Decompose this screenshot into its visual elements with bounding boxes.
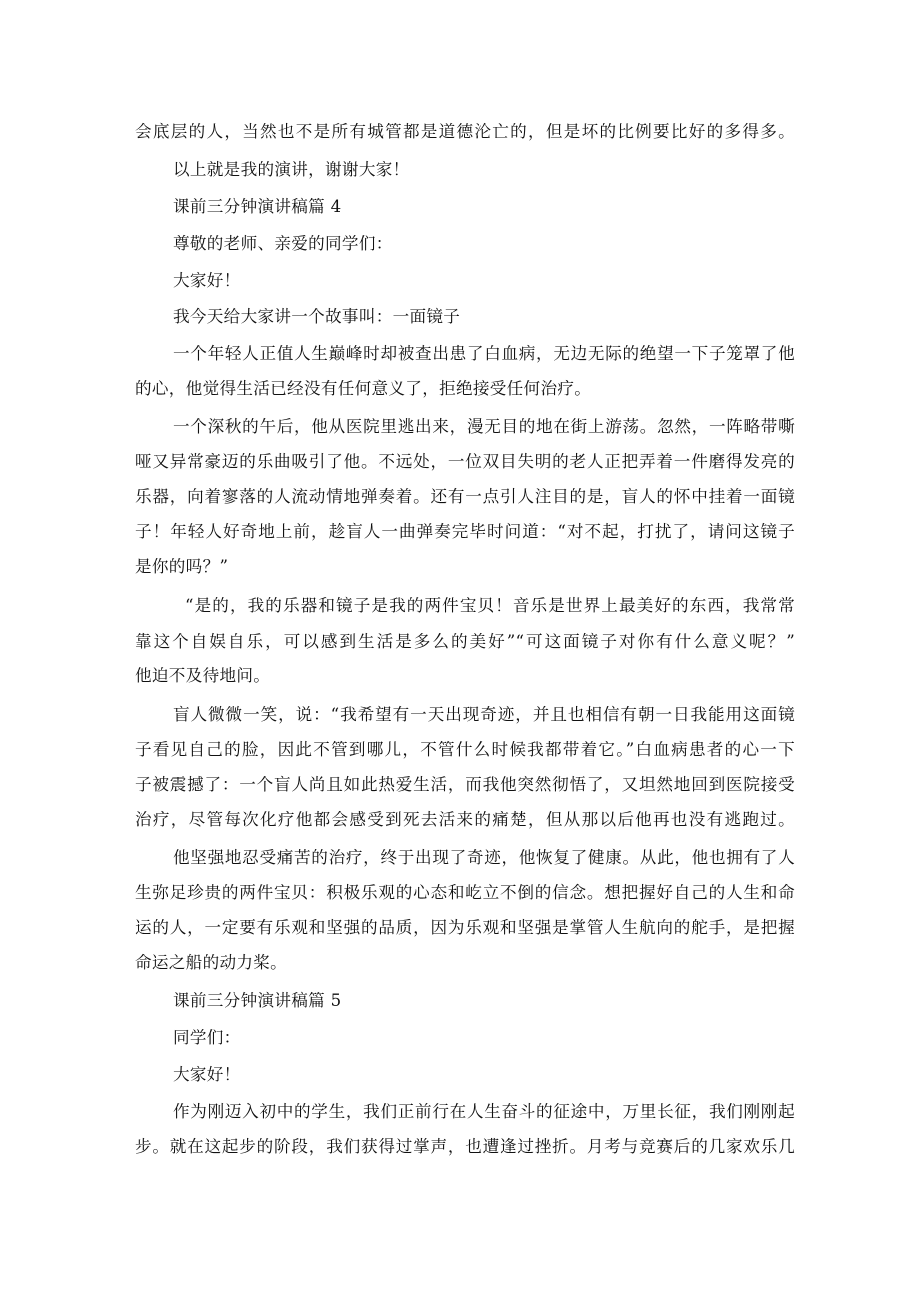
paragraph-line: 步。就在这起步的阶段，我们获得过掌声，也遭逢过挫折。月考与竞赛后的几家欢乐几	[135, 1137, 795, 1156]
paragraph-line: 治疗，尽管每次化疗他都会感受到死去活来的痛楚，但从那以后他再也没有逃跑过。	[135, 810, 795, 829]
paragraph-line: 是你的吗？”	[135, 557, 229, 576]
paragraph-line: 他坚强地忍受痛苦的治疗，终于出现了奇迹，他恢复了健康。从此，他也拥有了人	[173, 848, 795, 867]
paragraph-line: 作为刚迈入初中的学生，我们正前行在人生奋斗的征途中，万里长征，我们刚刚起	[173, 1102, 795, 1121]
paragraph-line: “是的，我的乐器和镜子是我的两件宝贝！音乐是世界上最美好的东西，我常常	[185, 596, 795, 615]
paragraph-line: 会底层的人，当然也不是所有城管都是道德沦亡的，但是坏的比例要比好的多得多。	[135, 122, 795, 141]
paragraph-line: 哑又异常豪迈的乐曲吸引了他。不远处，一位双目失明的老人正把弄着一件磨得发亮的	[135, 452, 795, 471]
paragraph-line: 一个年轻人正值人生巅峰时却被查出患了白血病，无边无际的绝望一下子笼罩了他	[173, 344, 795, 363]
paragraph-line: 生弥足珍贵的两件宝贝：积极乐观的心态和屹立不倒的信念。想把握好自己的人生和命	[135, 883, 795, 902]
paragraph-line: 以上就是我的演讲，谢谢大家！	[173, 160, 410, 179]
paragraph-line: 命运之船的动力桨。	[135, 953, 288, 972]
story-title: 我今天给大家讲一个故事叫：一面镜子	[173, 307, 461, 326]
section-heading: 课前三分钟演讲稿篇 5	[173, 991, 342, 1010]
salutation: 同学们：	[173, 1028, 241, 1047]
paragraph-line: 的心，他觉得生活已经没有任何意义了，拒绝接受任何治疗。	[135, 379, 592, 398]
greeting: 大家好！	[173, 271, 241, 290]
paragraph-line: 运的人，一定要有乐观和坚强的品质，因为乐观和坚强是掌管人生航向的舵手，是把握	[135, 918, 795, 937]
paragraph-line: 盲人微微一笑，说：“我希望有一天出现奇迹，并且也相信有朝一日我能用这面镜	[173, 705, 795, 724]
section-heading: 课前三分钟演讲稿篇 4	[173, 197, 342, 216]
paragraph-line: 乐器，向着寥落的人流动情地弹奏着。还有一点引人注目的是，盲人的怀中挂着一面镜	[135, 487, 795, 506]
salutation: 尊敬的老师、亲爱的同学们：	[173, 234, 393, 253]
paragraph-line: 子！年轻人好奇地上前，趁盲人一曲弹奏完毕时问道：“对不起，打扰了，请问这镜子	[135, 522, 795, 541]
paragraph-line: 他迫不及待地问。	[135, 666, 271, 685]
greeting: 大家好！	[173, 1065, 241, 1084]
paragraph-line: 子被震撼了：一个盲人尚且如此热爱生活，而我他突然彻悟了，又坦然地回到医院接受	[135, 775, 795, 794]
paragraph-line: 靠这个自娱自乐，可以感到生活是多么的美好”“可这面镜子对你有什么意义呢？”	[135, 632, 795, 651]
paragraph-line: 一个深秋的午后，他从医院里逃出来，漫无目的地在街上游荡。忽然，一阵略带嘶	[173, 417, 795, 436]
paragraph-line: 子看见自己的脸，因此不管到哪儿，不管什么时候我都带着它。”白血病患者的心一下	[135, 740, 795, 759]
